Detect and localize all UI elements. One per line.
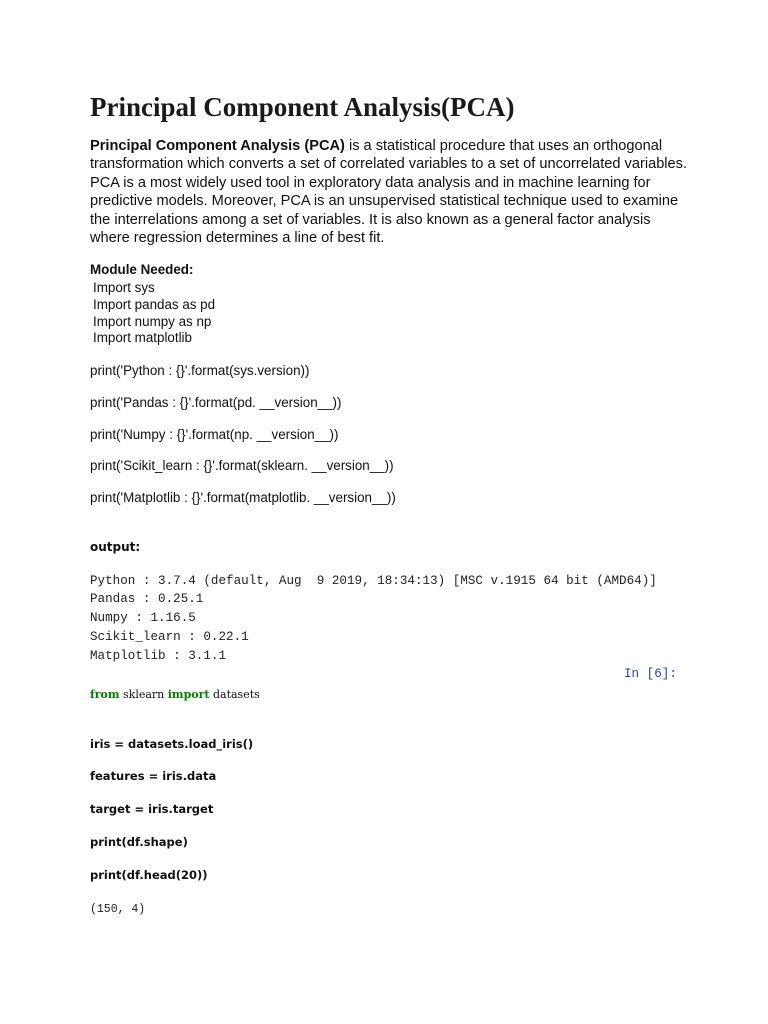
code-line: print(df.shape)	[90, 835, 188, 849]
code-line: target = iris.target	[90, 802, 214, 816]
intro-bold-term: Principal Component Analysis (PCA)	[90, 138, 345, 154]
import-line: Import sys	[93, 280, 155, 295]
code-line: print(df.head(20))	[90, 868, 208, 882]
output-line: Scikit_learn : 0.22.1	[90, 630, 249, 644]
page-title: Principal Component Analysis(PCA)	[90, 92, 515, 122]
code-line: iris = datasets.load_iris()	[90, 737, 254, 751]
shape-output: (150, 4)	[90, 903, 146, 916]
module-name: sklearn	[119, 688, 168, 701]
output-line: Matplotlib : 3.1.1	[90, 649, 227, 663]
import-keyword: import	[167, 688, 210, 701]
print-statement: print('Scikit_learn : {}'.format(sklearn. __version__))	[90, 458, 394, 473]
imported-name: datasets	[209, 688, 260, 701]
import-line: Import numpy as np	[93, 314, 212, 329]
output-label: output:	[90, 540, 141, 554]
intro-paragraph	[90, 137, 690, 247]
code-line: features = iris.data	[90, 769, 217, 783]
output-line: Pandas : 0.25.1	[90, 592, 204, 606]
print-statement: print('Python : {}'.format(sys.version))	[90, 363, 310, 378]
from-keyword: from	[90, 688, 120, 701]
intro-text: is a statistical procedure that uses an orthogonal transformation which converts a set of correlated variables to a set of uncorrelated variables. PCA is a most widely used tool in exploratory data analysis and in machine learning for predictive models. Moreover, PCA is an unsupervised statistical technique used to examine the interrelations among a set of variables. It is also known as a general factor analysis where regression determines a line of best fit.	[90, 138, 688, 247]
import-statement	[90, 688, 260, 701]
print-statement: print('Matplotlib : {}'.format(matplotlib. __version__))	[90, 490, 396, 505]
import-line: Import pandas as pd	[93, 297, 216, 312]
module-needed-heading: Module Needed:	[90, 262, 194, 277]
print-statement: print('Numpy : {}'.format(np. __version__))	[90, 427, 339, 442]
print-statement: print('Pandas : {}'.format(pd. __version__))	[90, 395, 342, 410]
import-line: Import matplotlib	[93, 330, 192, 345]
output-line: Numpy : 1.16.5	[90, 611, 196, 625]
input-prompt: In [6]:	[624, 667, 677, 681]
output-line: Python : 3.7.4 (default, Aug 9 2019, 18:34:13) [MSC v.1915 64 bit (AMD64)]	[90, 574, 657, 588]
